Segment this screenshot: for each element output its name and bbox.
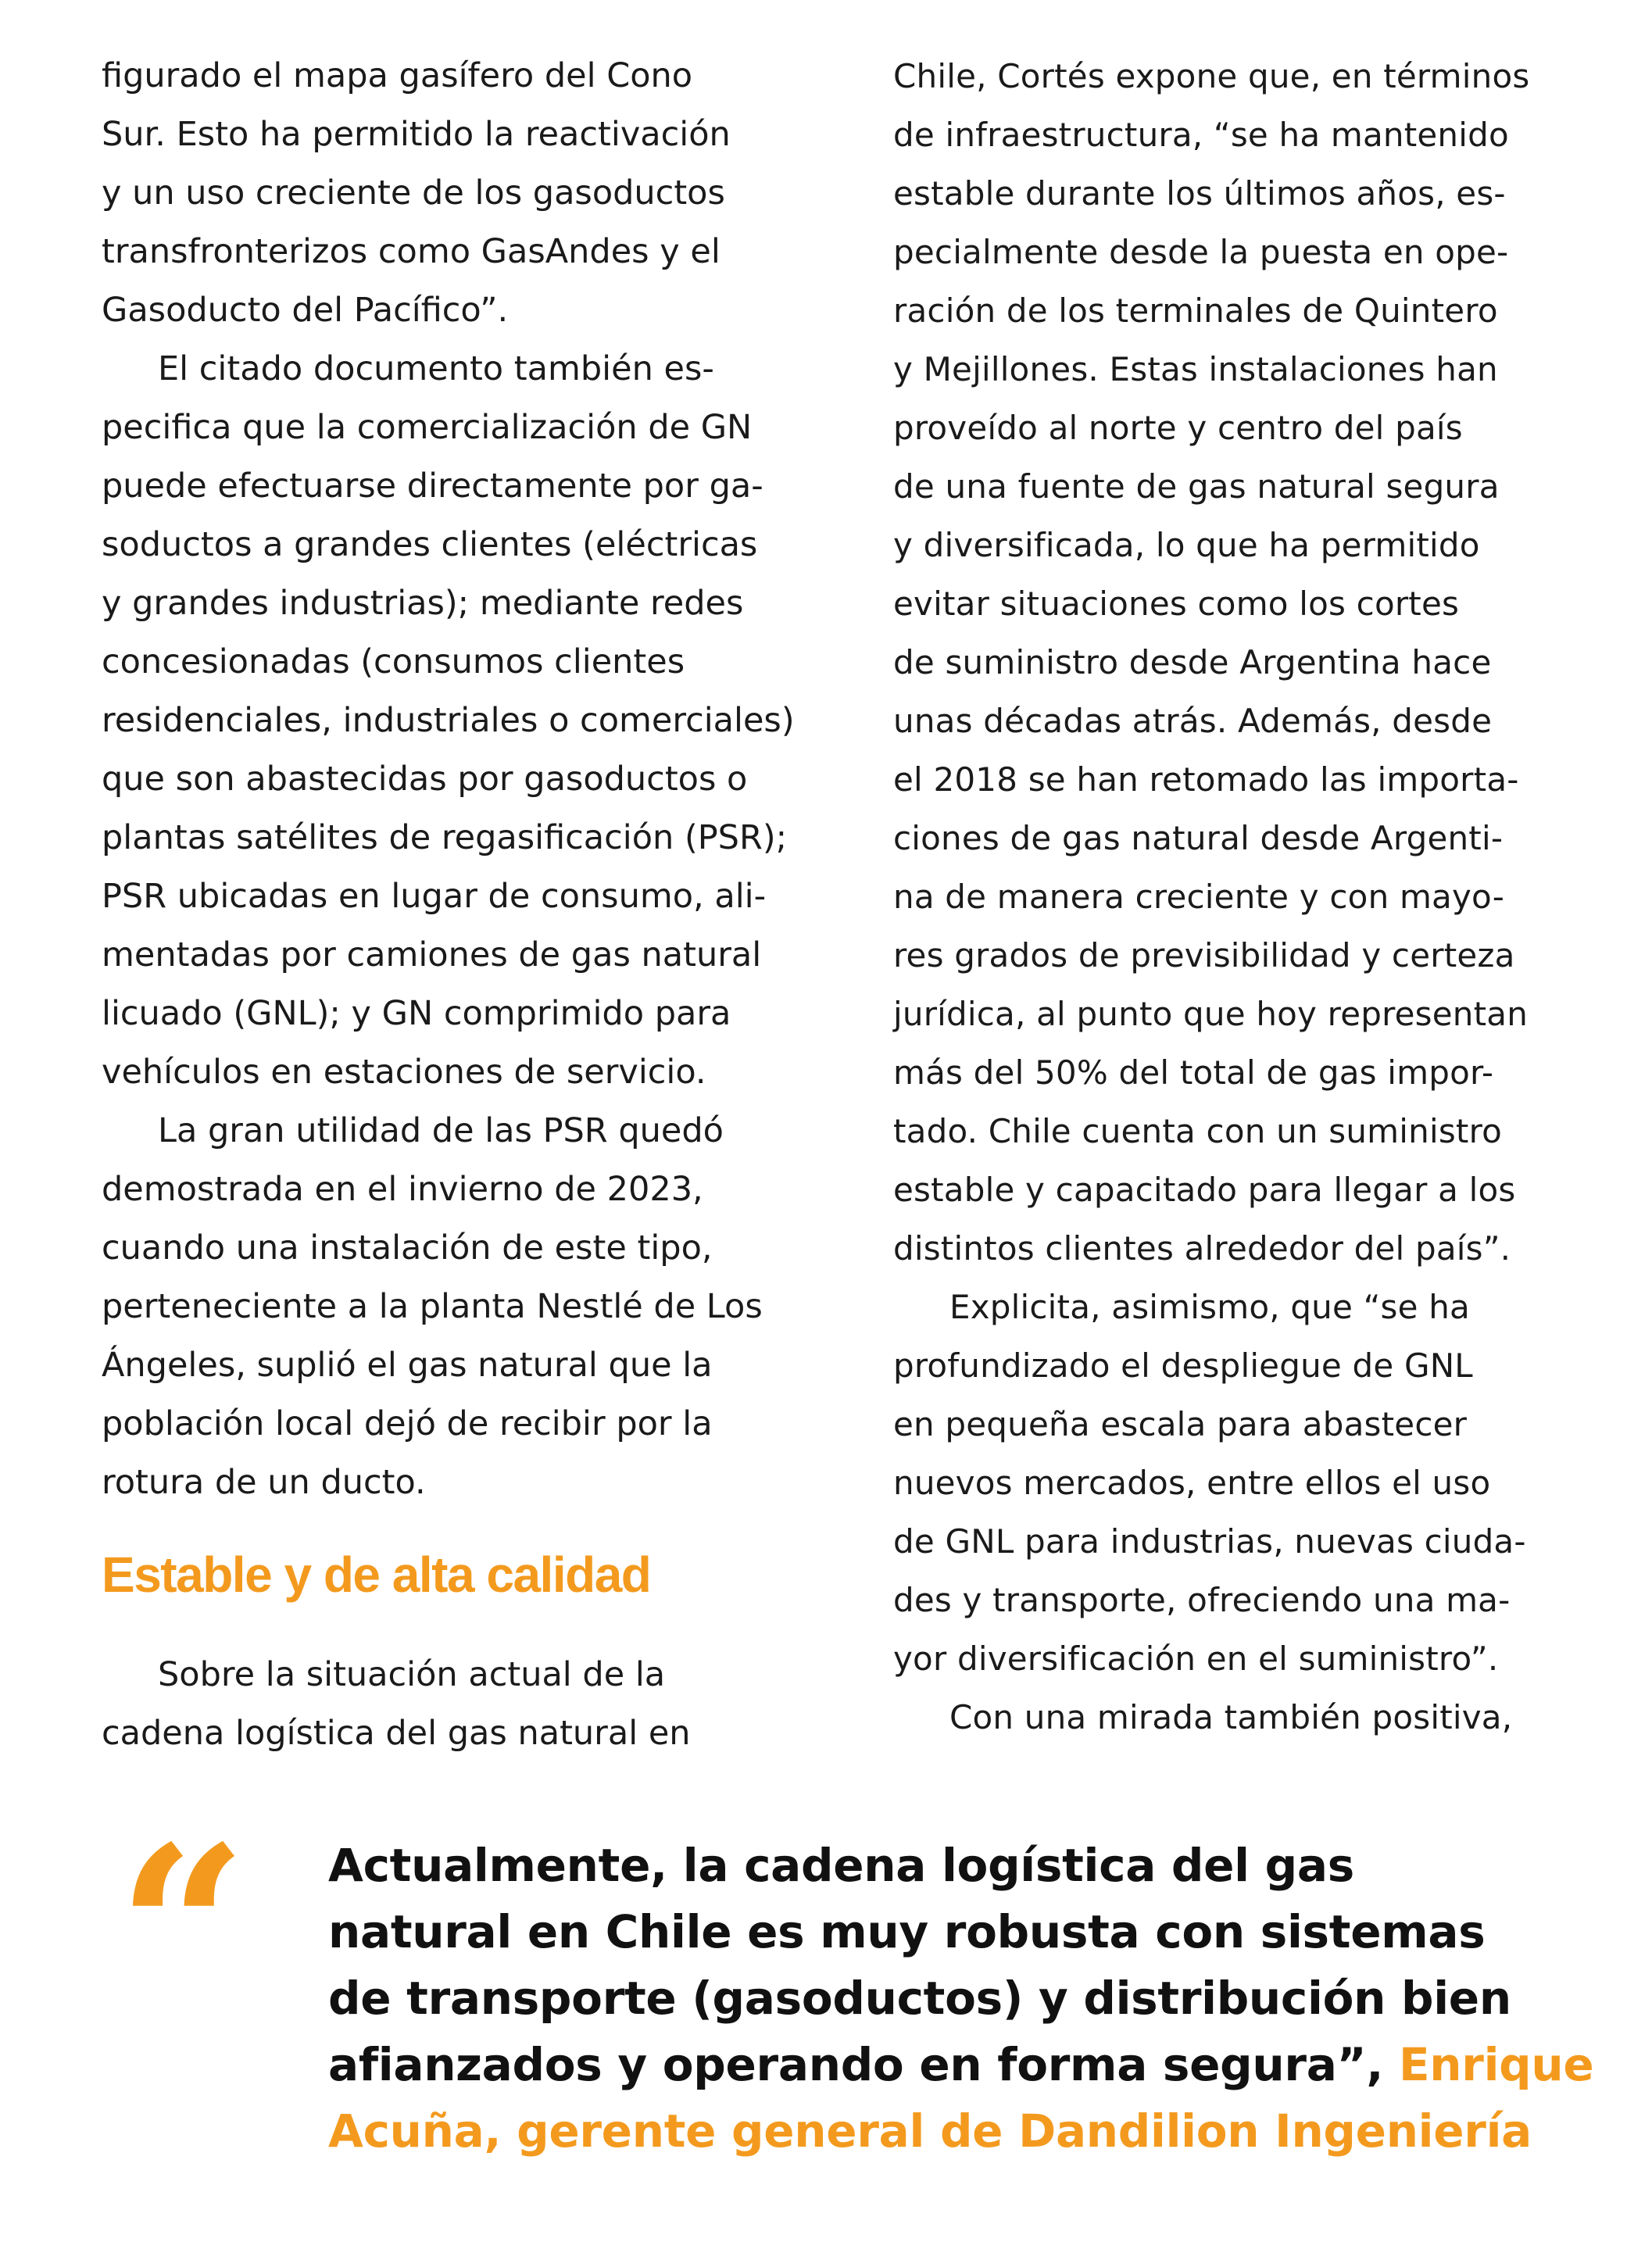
text-line: des y transporte, ofreciendo una ma- [893, 1581, 1511, 1619]
text-line: transfronterizos como GasAndes y el [102, 232, 721, 271]
quote-line-with-attribution [328, 2032, 1625, 2098]
text-line: y grandes industrias); mediante redes [102, 584, 744, 623]
text-line: demostrada en el invierno de 2023, [102, 1170, 703, 1209]
right-paragraph-3 [893, 1688, 1628, 1747]
text-line: residenciales, industriales o comerciales) [102, 701, 795, 740]
text-line: de una fuente de gas natural segura [893, 467, 1500, 506]
text-line: Con una mirada también positiva, [949, 1698, 1513, 1736]
text-line: más del 50% del total de gas impor- [893, 1053, 1494, 1092]
text-line: yor diversificación en el suministro”. [893, 1640, 1499, 1678]
text-line: Sur. Esto ha permitido la reactivación [102, 115, 731, 154]
text-line: nuevos mercados, entre ellos el uso [893, 1464, 1491, 1502]
quote-attribution: Acuña, gerente general de Dandilion Ingeniería [328, 2104, 1532, 2158]
section-heading: Estable y de alta calidad [102, 1547, 651, 1603]
text-line: y un uso creciente de los gasoductos [102, 173, 725, 213]
text-line: plantas satélites de regasificación (PSR); [102, 818, 788, 857]
text-line: Sobre la situación actual de la [158, 1655, 666, 1695]
quote-line: Actualmente, la cadena logística del gas [328, 1839, 1354, 1892]
text-line: y diversificada, lo que ha permitido [893, 526, 1480, 564]
text-line: licuado (GNL); y GN comprimido para [102, 994, 731, 1033]
text-line: profundizado el despliegue de GNL [893, 1346, 1473, 1385]
text-line: tado. Chile cuenta con un suministro [893, 1112, 1503, 1150]
text-line: proveído al norte y centro del país [893, 409, 1463, 447]
left-paragraph-3 [102, 1102, 867, 1512]
text-line: vehículos en estaciones de servicio. [102, 1053, 706, 1092]
text-line: de GNL para industrias, nuevas ciuda- [893, 1522, 1526, 1561]
text-line: en pequeña escala para abastecer [893, 1405, 1468, 1443]
text-line: Chile, Cortés expone que, en términos [893, 57, 1530, 95]
text-line: Gasoducto del Pacífico”. [102, 291, 509, 330]
text-line: res grados de previsibilidad y certeza [893, 936, 1515, 974]
quote-text: afianzados y operando en forma segura”, [328, 2038, 1384, 2091]
text-line: puede efectuarse directamente por ga- [102, 467, 763, 506]
text-line: El citado documento también es- [158, 349, 714, 388]
text-line: PSR ubicadas en lugar de consumo, ali- [102, 877, 767, 916]
left-paragraph-1 [102, 47, 867, 340]
right-paragraph-2 [893, 1278, 1628, 1688]
text-line: La gran utilidad de las PSR quedó [158, 1111, 724, 1150]
text-line: pecifica que la comercialización de GN [102, 408, 753, 447]
right-column [893, 47, 1628, 1747]
text-line: y Mejillones. Estas instalaciones han [893, 350, 1498, 388]
text-line: mentadas por camiones de gas natural [102, 935, 762, 974]
text-line: estable y capacitado para llegar a los [893, 1171, 1516, 1209]
text-line: que son abastecidas por gasoductos o [102, 760, 748, 799]
text-line: el 2018 se han retomado las importa- [893, 760, 1519, 799]
text-line: ciones de gas natural desde Argenti- [893, 819, 1504, 857]
text-line: rotura de un ducto. [102, 1463, 426, 1502]
text-line: Explicita, asimismo, que “se ha [949, 1288, 1470, 1326]
quote-line: de transporte (gasoductos) y distribución bien [328, 1972, 1511, 2025]
text-line: soductos a grandes clientes (eléctricas [102, 525, 758, 564]
text-line: población local dejó de recibir por la [102, 1404, 713, 1443]
left-paragraph-2 [102, 340, 867, 1102]
left-paragraph-4 [102, 1646, 867, 1763]
text-line: Ángeles, suplió el gas natural que la [102, 1346, 713, 1385]
text-line: estable durante los últimos años, es- [893, 174, 1506, 213]
text-line: de infraestructura, “se ha mantenido [893, 116, 1509, 154]
quotation-mark-icon: “ [117, 1797, 248, 2063]
text-line: jurídica, al punto que hoy representan [893, 995, 1529, 1033]
left-column [102, 47, 867, 1763]
text-line: unas décadas atrás. Además, desde [893, 702, 1493, 740]
right-paragraph-1 [893, 47, 1628, 1278]
quote-attribution: Enrique [1383, 2038, 1594, 2091]
quote-line: natural en Chile es muy robusta con sistemas [328, 1905, 1486, 1958]
text-line: concesionadas (consumos clientes [102, 642, 685, 681]
text-line: perteneciente a la planta Nestlé de Los [102, 1287, 763, 1326]
text-line: de suministro desde Argentina hace [893, 643, 1492, 681]
text-line: figurado el mapa gasífero del Cono [102, 56, 693, 95]
text-line: pecialmente desde la puesta en ope- [893, 233, 1509, 271]
text-line: na de manera creciente y con mayo- [893, 878, 1505, 916]
text-line: cuando una instalación de este tipo, [102, 1228, 713, 1268]
text-line: ración de los terminales de Quintero [893, 291, 1498, 330]
text-line: distintos clientes alrededor del país”. [893, 1229, 1511, 1268]
text-line: evitar situaciones como los cortes [893, 585, 1460, 623]
text-line: cadena logística del gas natural en [102, 1714, 691, 1754]
quote-body [328, 1833, 1625, 2165]
